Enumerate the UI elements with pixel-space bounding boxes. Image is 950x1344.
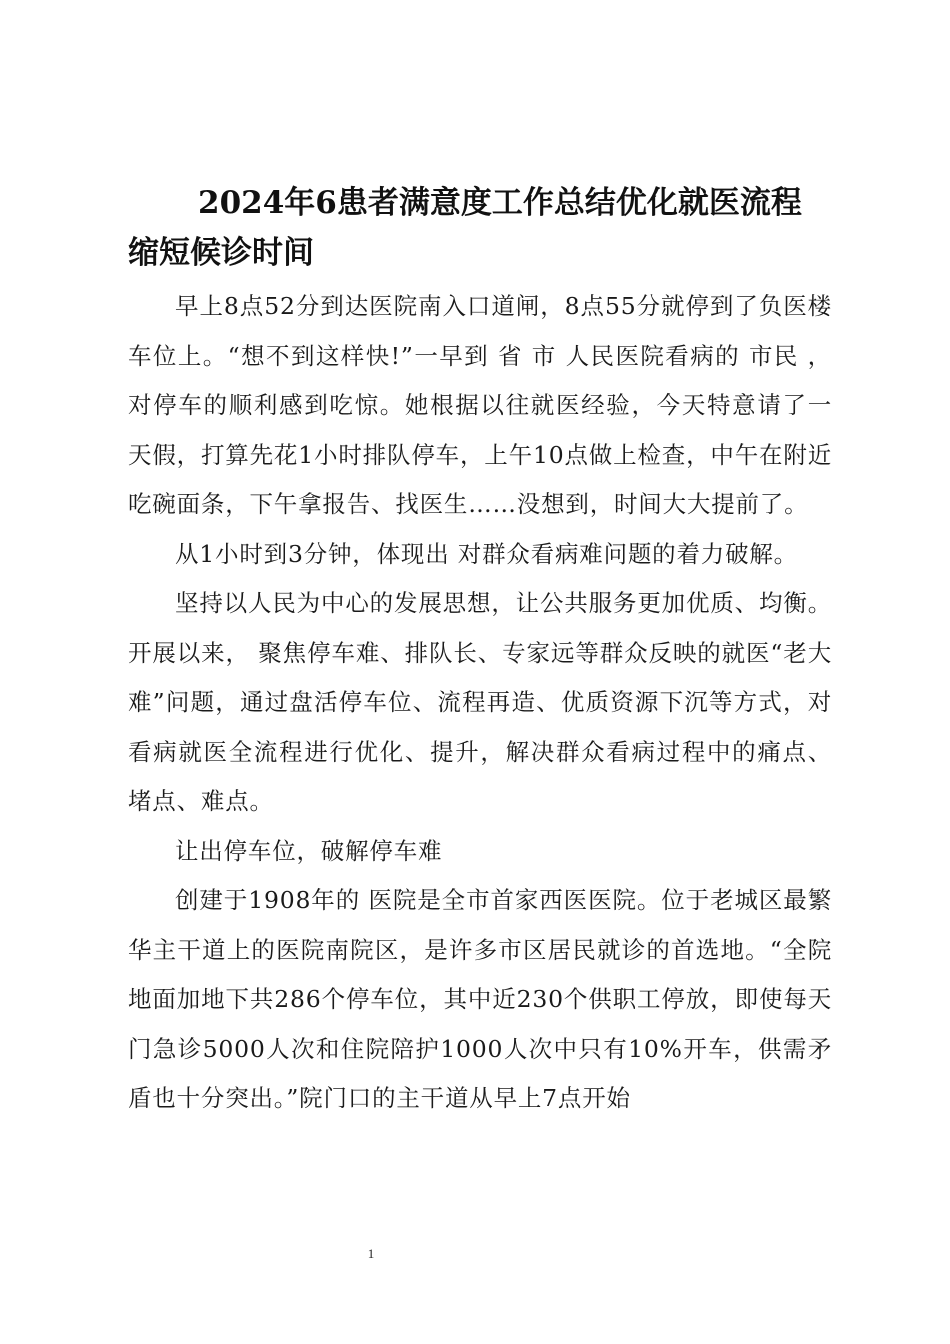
- paragraph-parking-story: 早上8点52分到达医院南入口道闸，8点55分就停到了负医楼车位上。“想不到这样快!”一早到 省 市 人民医院看病的 市民 ，对停车的顺利感到吃惊。她根据以往就医经验，今天特意请了一天假，打算先花1小时排队停车，上午10点做上检查，中午在附近吃碗面条，下午拿报告、找医生……没想到，时间大大提前了。: [128, 292, 832, 518]
- paragraph-hospital-history: 创建于1908年的 医院是全市首家西医医院。位于老城区最繁华主干道上的医院南院区，是许多市区居民就诊的首选地。“全院地面加地下共286个停车位，其中近230个供职工停放，即使每天门急诊5000人次和住院陪护1000人次中只有10%开车，供需矛盾也十分突出。”院门口的主干道从早上7点开始: [128, 886, 832, 1112]
- paragraph-summary: 从1小时到3分钟，体现出 对群众看病难问题的着力破解。: [175, 539, 798, 568]
- document-title: 2024年6患者满意度工作总结优化就医流程 缩短候诊时间: [128, 185, 802, 271]
- document-body: [128, 178, 832, 1124]
- section-heading-parking: 让出停车位，破解停车难: [175, 836, 443, 865]
- paragraph-people-centered: 坚持以人民为中心的发展思想，让公共服务更加优质、均衡。 开展以来， 聚焦停车难、排队长、专家远等群众反映的就医“老大难”问题，通过盘活停车位、流程再造、优质资源下沉等方式，对看病就医全流程进行优化、提升，解决群众看病过程中的痛点、堵点、难点。: [128, 589, 832, 815]
- page-number: 1: [367, 1246, 375, 1261]
